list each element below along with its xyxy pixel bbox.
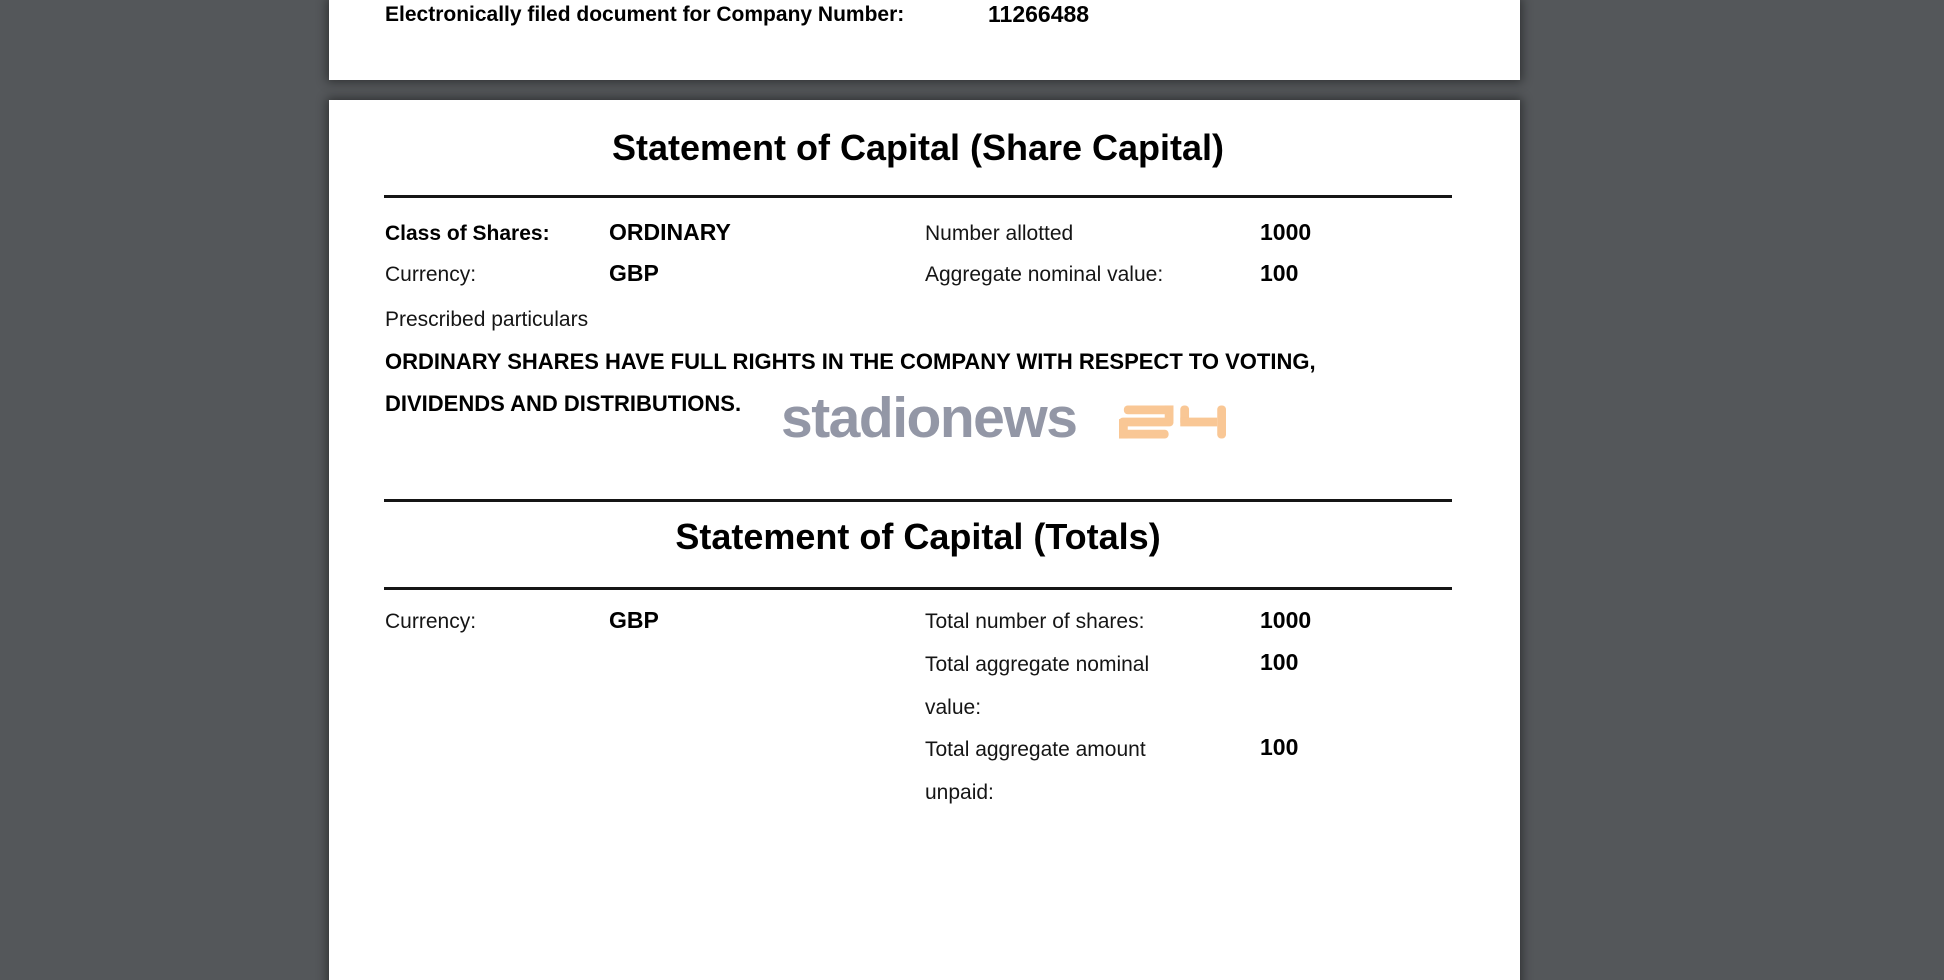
total-aggregate-nominal-value-value: 100 <box>1260 649 1299 675</box>
filed-document-label: Electronically filed document for Company Number: <box>385 3 905 26</box>
total-number-of-shares-label: Total number of shares: <box>925 610 1145 633</box>
currency-value: GBP <box>609 260 659 286</box>
stadionews24-watermark <box>781 386 1241 451</box>
number-allotted-value: 1000 <box>1260 219 1312 245</box>
totals-section-title: Statement of Capital (Totals) <box>675 516 1161 557</box>
document-page-previous <box>329 0 1520 80</box>
class-of-shares-value: ORDINARY <box>609 219 731 245</box>
section-divider <box>384 195 1452 198</box>
aggregate-nominal-value-value: 100 <box>1260 260 1299 286</box>
currency-label: Currency: <box>385 263 477 286</box>
totals-currency-label: Currency: <box>385 610 477 633</box>
aggregate-nominal-value-label: Aggregate nominal value: <box>925 263 1164 286</box>
total-aggregate-nominal-value-label: Total aggregate nominal value: <box>925 653 1150 719</box>
class-of-shares-label: Class of Shares: <box>385 222 550 245</box>
totals-currency-value: GBP <box>609 607 659 633</box>
total-number-of-shares-value: 1000 <box>1260 607 1312 633</box>
company-number: 11266488 <box>988 1 1090 27</box>
watermark-text: stadionews <box>781 386 1077 450</box>
prescribed-particulars-line-1: ORDINARY SHARES HAVE FULL RIGHTS IN THE COMPANY WITH RESPECT TO VOTING, <box>385 349 1316 374</box>
section-divider <box>384 587 1452 590</box>
section-divider <box>384 499 1452 502</box>
total-aggregate-amount-unpaid-label: Total aggregate amount unpaid: <box>925 738 1146 804</box>
document-page-current <box>329 100 1520 980</box>
share-capital-section-title: Statement of Capital (Share Capital) <box>611 127 1225 168</box>
prescribed-particulars-line-2: DIVIDENDS AND DISTRIBUTIONS. <box>385 391 742 416</box>
number-allotted-label: Number allotted <box>925 222 1074 245</box>
total-aggregate-amount-unpaid-value: 100 <box>1260 734 1299 760</box>
watermark-24-glyph <box>1119 405 1226 439</box>
prescribed-particulars-label: Prescribed particulars <box>385 308 589 331</box>
